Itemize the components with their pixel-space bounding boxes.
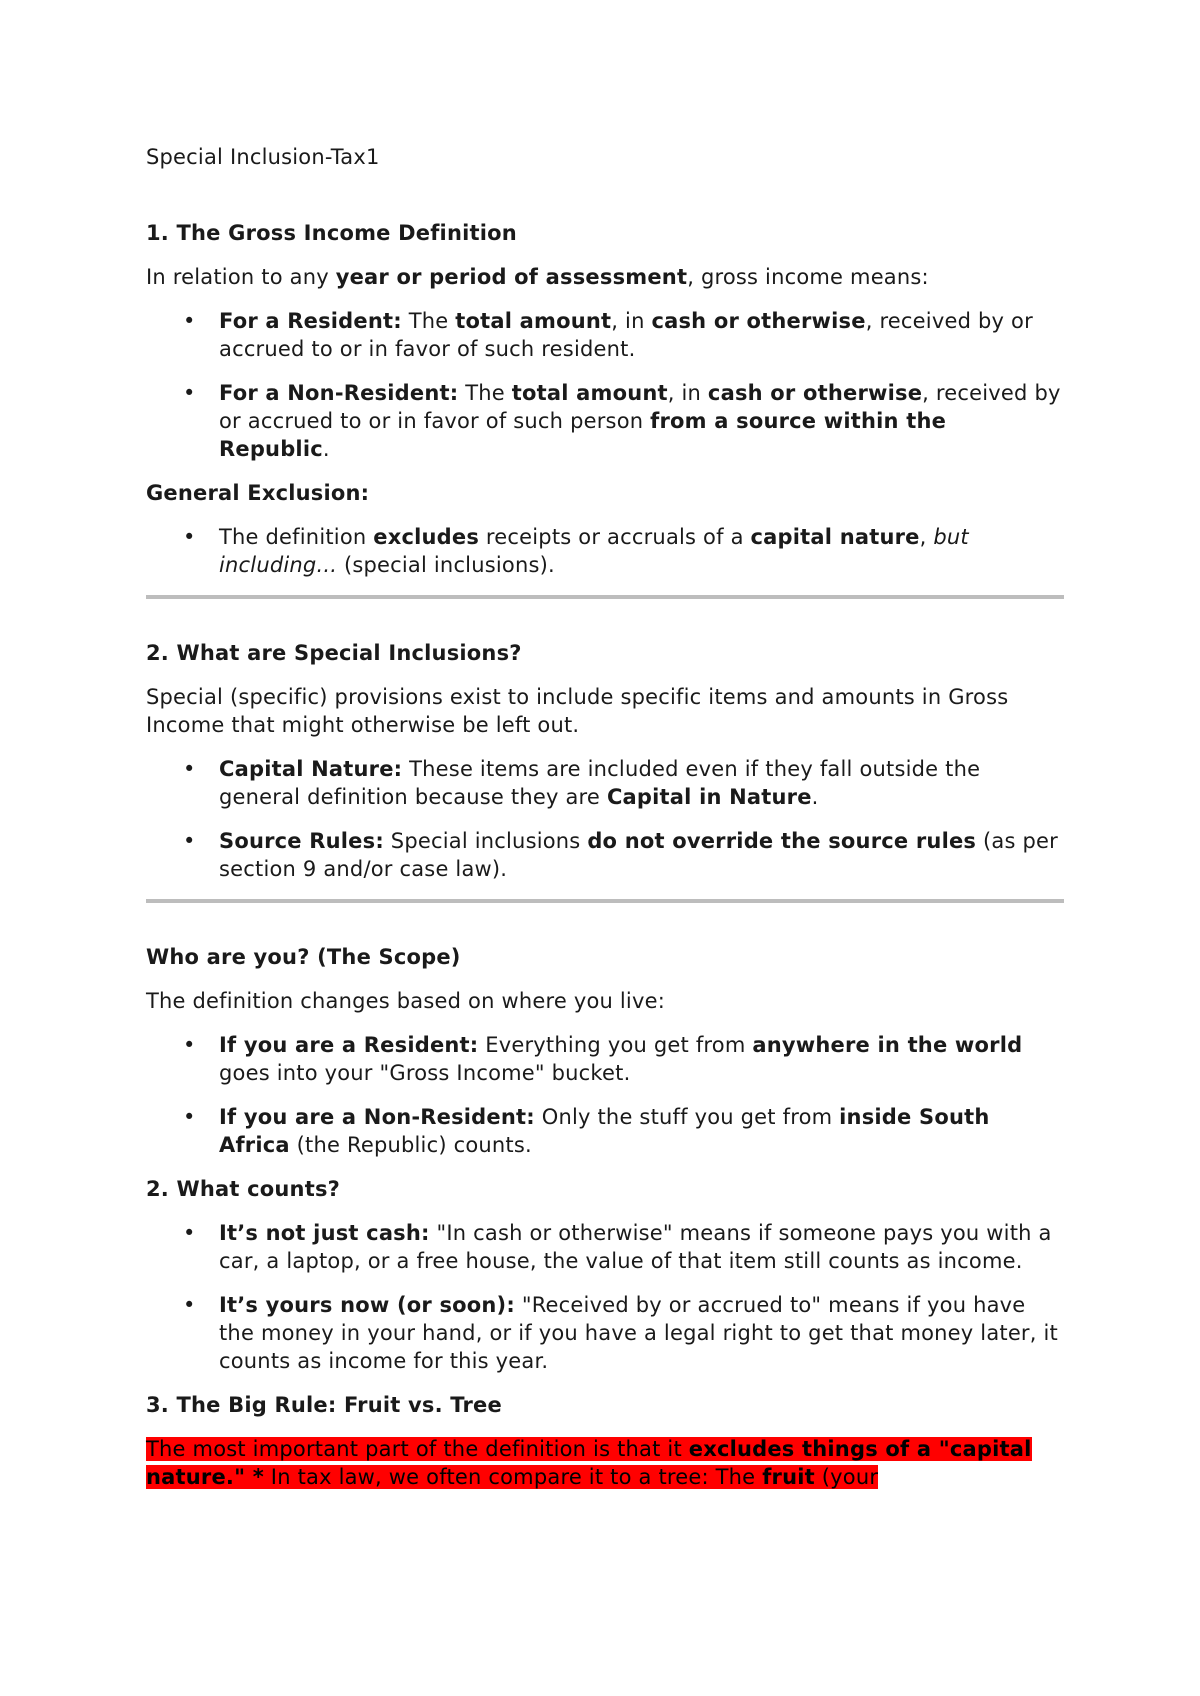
section-heading-scope: Who are you? (The Scope) xyxy=(146,945,461,969)
list-item-resident: • For a Resident: The total amount, in cash or otherwise, received by or accrued to or in favor of such resident. xyxy=(183,309,1033,361)
list-item-not-just-cash: • It’s not just cash: "In cash or otherwise" means if someone pays you with a car, a laptop, or a free house, the value of that item still counts as income. xyxy=(183,1221,1052,1273)
list-item-exclusion: • The definition excludes receipts or accruals of a capital nature, but including... (special inclusions). xyxy=(183,525,969,577)
section-heading-special-inclusions: 2. What are Special Inclusions? xyxy=(146,641,522,665)
bullet-icon: • xyxy=(183,757,196,781)
bullet-icon: • xyxy=(183,829,196,853)
list-item-source-rules: • Source Rules: Special inclusions do not override the source rules (as per section 9 and/or case law). xyxy=(183,829,1058,881)
list-item-yours-now: • It’s yours now (or soon): "Received by or accrued to" means if you have the money in your hand, or if you have a legal right to get that money later, it counts as income for this year. xyxy=(183,1293,1058,1373)
document-body xyxy=(146,143,1064,1507)
bullet-icon: • xyxy=(183,1221,196,1245)
bullet-list-scope xyxy=(146,1031,1064,1159)
sub-heading-general-exclusion: General Exclusion: xyxy=(146,481,370,505)
list-item-non-resident: • For a Non-Resident: The total amount, in cash or otherwise, received by or accrued to or in favor of such person from a source within the Republic. xyxy=(183,381,1061,461)
bullet-icon: • xyxy=(183,381,196,405)
section-divider xyxy=(146,595,1064,599)
bullet-list-gross-income xyxy=(146,307,1064,463)
section-heading-fruit-vs-tree: 3. The Big Rule: Fruit vs. Tree xyxy=(146,1393,502,1417)
section-heading-what-counts: 2. What counts? xyxy=(146,1177,341,1201)
bullet-list-exclusion xyxy=(146,523,1064,579)
bullet-list-what-counts xyxy=(146,1219,1064,1375)
bullet-icon: • xyxy=(183,525,196,549)
section-divider xyxy=(146,899,1064,903)
bullet-list-special-inclusions xyxy=(146,755,1064,883)
bullet-icon: • xyxy=(183,1293,196,1317)
paragraph-highlighted: The most important part of the definition is that it excludes things of a "capital nature." * In tax law, we often compare it to a tree: The fruit (your xyxy=(146,1437,1032,1489)
bullet-icon: • xyxy=(183,1105,196,1129)
list-item-capital-nature: • Capital Nature: These items are included even if they fall outside the general definition because they are Capital in Nature. xyxy=(183,757,981,809)
bullet-icon: • xyxy=(183,309,196,333)
paragraph-special-inclusions-intro: Special (specific) provisions exist to include specific items and amounts in Gross Income that might otherwise be left out. xyxy=(146,685,1009,737)
section-heading-gross-income: 1. The Gross Income Definition xyxy=(146,221,517,245)
paragraph-gross-income-intro: In relation to any year or period of assessment, gross income means: xyxy=(146,265,929,289)
list-item-if-non-resident: • If you are a Non-Resident: Only the stuff you get from inside South Africa (the Republic) counts. xyxy=(183,1105,990,1157)
paragraph-scope-intro: The definition changes based on where you live: xyxy=(146,989,665,1013)
list-item-if-resident: • If you are a Resident: Everything you get from anywhere in the world goes into your "Gross Income" bucket. xyxy=(183,1033,1023,1085)
bullet-icon: • xyxy=(183,1033,196,1057)
document-title: Special Inclusion-Tax1 xyxy=(146,145,380,169)
